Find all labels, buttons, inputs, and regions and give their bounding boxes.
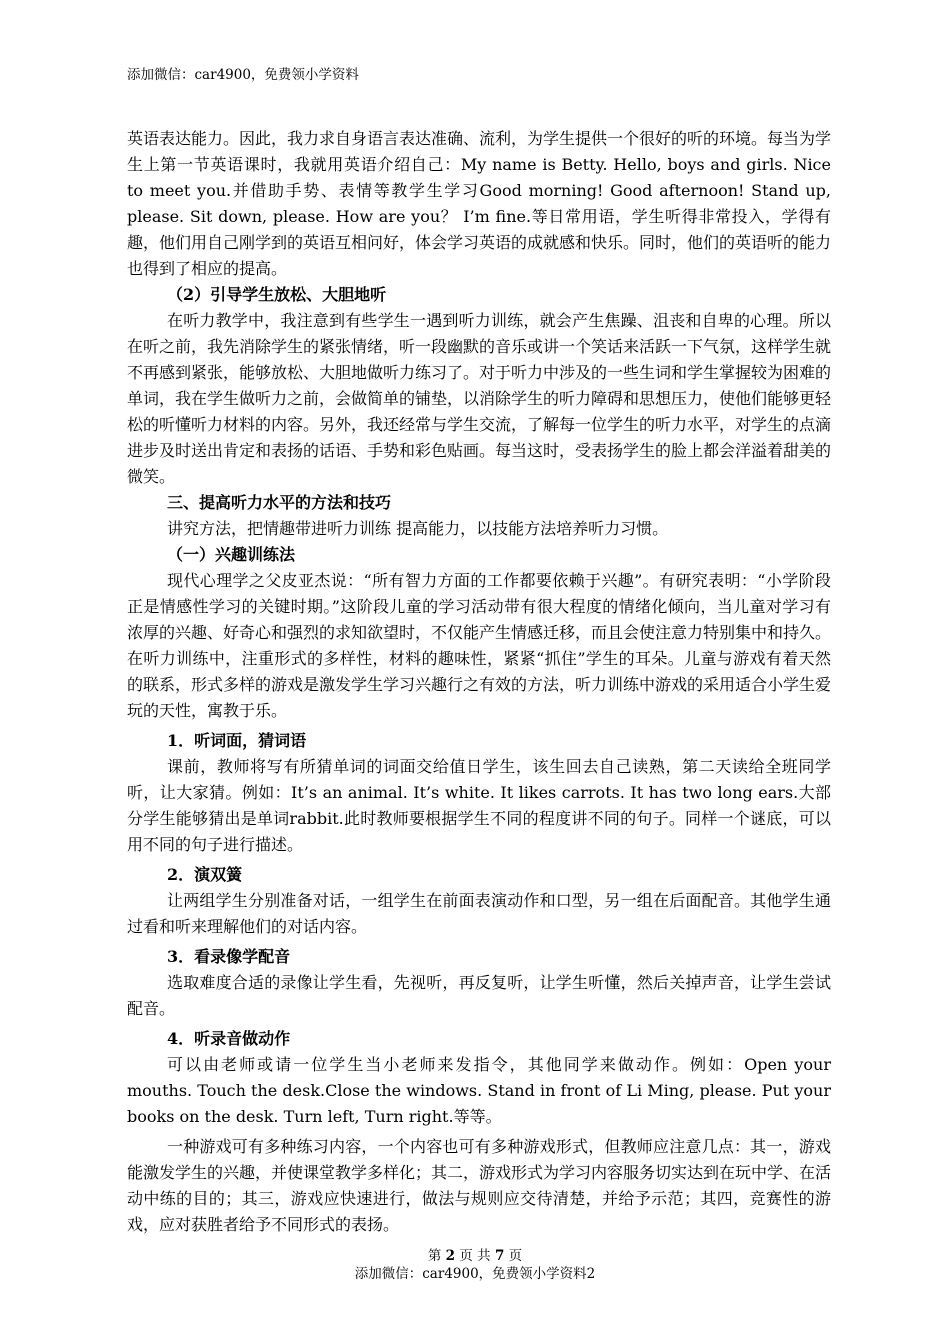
- paragraph: 选取难度合适的录像让学生看，先视听，再反复听，让学生听懂，然后关掉声音，让学生尝试配音。: [127, 973, 831, 1018]
- paragraph: 在听力教学中，我注意到有些学生一遇到听力训练，就会产生焦躁、沮丧和自卑的心理。所以在听之前，我先消除学生的紧张情绪，听一段幽默的音乐或讲一个笑话来活跃一下气氛，这样学生就不再感到紧张，能够放松、大胆地做听力练习了。对于听力中涉及的一些生词和学生掌握较为困难的单词，我在学生做听力之前，会做简单的铺垫，以消除学生的听力障碍和思想压力，使他们能够更轻松的听懂听力材料的内容。另外，我还经常与学生交流，了解每一位学生的听力水平，对学生的点滴进步及时送出肯定和表扬的话语、手势和彩色贴画。每当这时，受表扬学生的脸上都会洋溢着甜美的微笑。: [127, 311, 832, 486]
- section-heading: 4．听录音做动作: [167, 1029, 291, 1048]
- page-prefix: 第: [427, 1248, 442, 1264]
- page-suffix: 页: [508, 1248, 523, 1264]
- page-total: 7: [494, 1248, 505, 1264]
- section-heading: （2）引导学生放松、大胆地听: [167, 285, 387, 304]
- section-heading: 1．听词面，猜词语: [167, 731, 307, 750]
- paragraph: 英语表达能力。因此，我力求自身语言表达准确、流利，为学生提供一个很好的听的环境。每当为学生上第一节英语课时，我就用英语介绍自己：My name is Betty. Hello, boys and girls. Nice to meet you.并借助手势、表情等教学生学习Good morning! Good afternoon! Stand up, please. Sit down, please. How are you？ I’m fine.等日常用语，学生听得非常投入，学得有趣，他们用自己刚学到的英语互相问好，体会学习英语的成就感和快乐。同时，他们的英语听的能力也得到了相应的提高。: [127, 129, 832, 278]
- paragraph: 让两组学生分别准备对话，一组学生在前面表演动作和口型，另一组在后面配音。其他学生通过看和听来理解他们的对话内容。: [127, 891, 831, 936]
- page-footer: 添加微信：car4900，免费领小学资料2: [354, 1266, 596, 1282]
- paragraph: 课前，教师将写有所猜单词的词面交给值日学生，该生回去自己读熟，第二天读给全班同学听，让大家猜。例如：It’s an animal. It’s white. It likes carrots. It has two long ears.大部分学生能够猜出是单词rabbit.此时教师要根据学生不同的程度讲不同的句子。同样一个谜底，可以用不同的句子进行描述。: [127, 757, 831, 854]
- paragraph: 可以由老师或请一位学生当小老师来发指令，其他同学来做动作。例如：Open your mouths. Touch the desk.Close the windows. Stand in front of Li Ming, please. Put your books on the desk. Turn left, Turn right.等等。: [127, 1055, 831, 1126]
- section-heading: 2．演双簧: [167, 865, 243, 884]
- page-middle: 页 共: [459, 1248, 491, 1264]
- page-number: [0, 1247, 950, 1265]
- page-header: 添加微信：car4900，免费领小学资料: [127, 67, 359, 83]
- paragraph: 现代心理学之父皮亚杰说：“所有智力方面的工作都要依赖于兴趣”。有研究表明：“小学阶段正是情感性学习的关键时期。”这阶段儿童的学习活动带有很大程度的情绪化倾向，当儿童对学习有浓厚的兴趣、好奇心和强烈的求知欲望时，不仅能产生情感迁移，而且会使注意力特别集中和持久。在听力训练中，注重形式的多样性，材料的趣味性，紧紧“抓住”学生的耳朵。儿童与游戏有着天然的联系，形式多样的游戏是激发学生学习兴趣行之有效的方法，听力训练中游戏的采用适合小学生爱玩的天性，寓教于乐。: [127, 571, 832, 720]
- section-heading: 三、提高听力水平的方法和技巧: [167, 493, 392, 512]
- paragraph: 一种游戏可有多种练习内容，一个内容也可有多种游戏形式，但教师应注意几点：其一，游戏能激发学生的兴趣，并使课堂教学多样化；其二，游戏形式为学习内容服务切实达到在玩中学、在活动中练的目的；其三，游戏应快速进行，做法与规则应交待清楚，并给予示范；其四，竞赛性的游戏，应对获胜者给予不同形式的表扬。: [127, 1137, 832, 1234]
- page-current: 2: [445, 1248, 456, 1264]
- paragraph: 讲究方法，把情趣带进听力训练 提高能力，以技能方法培养听力习惯。: [167, 519, 669, 538]
- document-body: [127, 126, 831, 1238]
- section-heading: 3．看录像学配音: [167, 947, 291, 966]
- section-heading: （一）兴趣训练法: [167, 545, 296, 564]
